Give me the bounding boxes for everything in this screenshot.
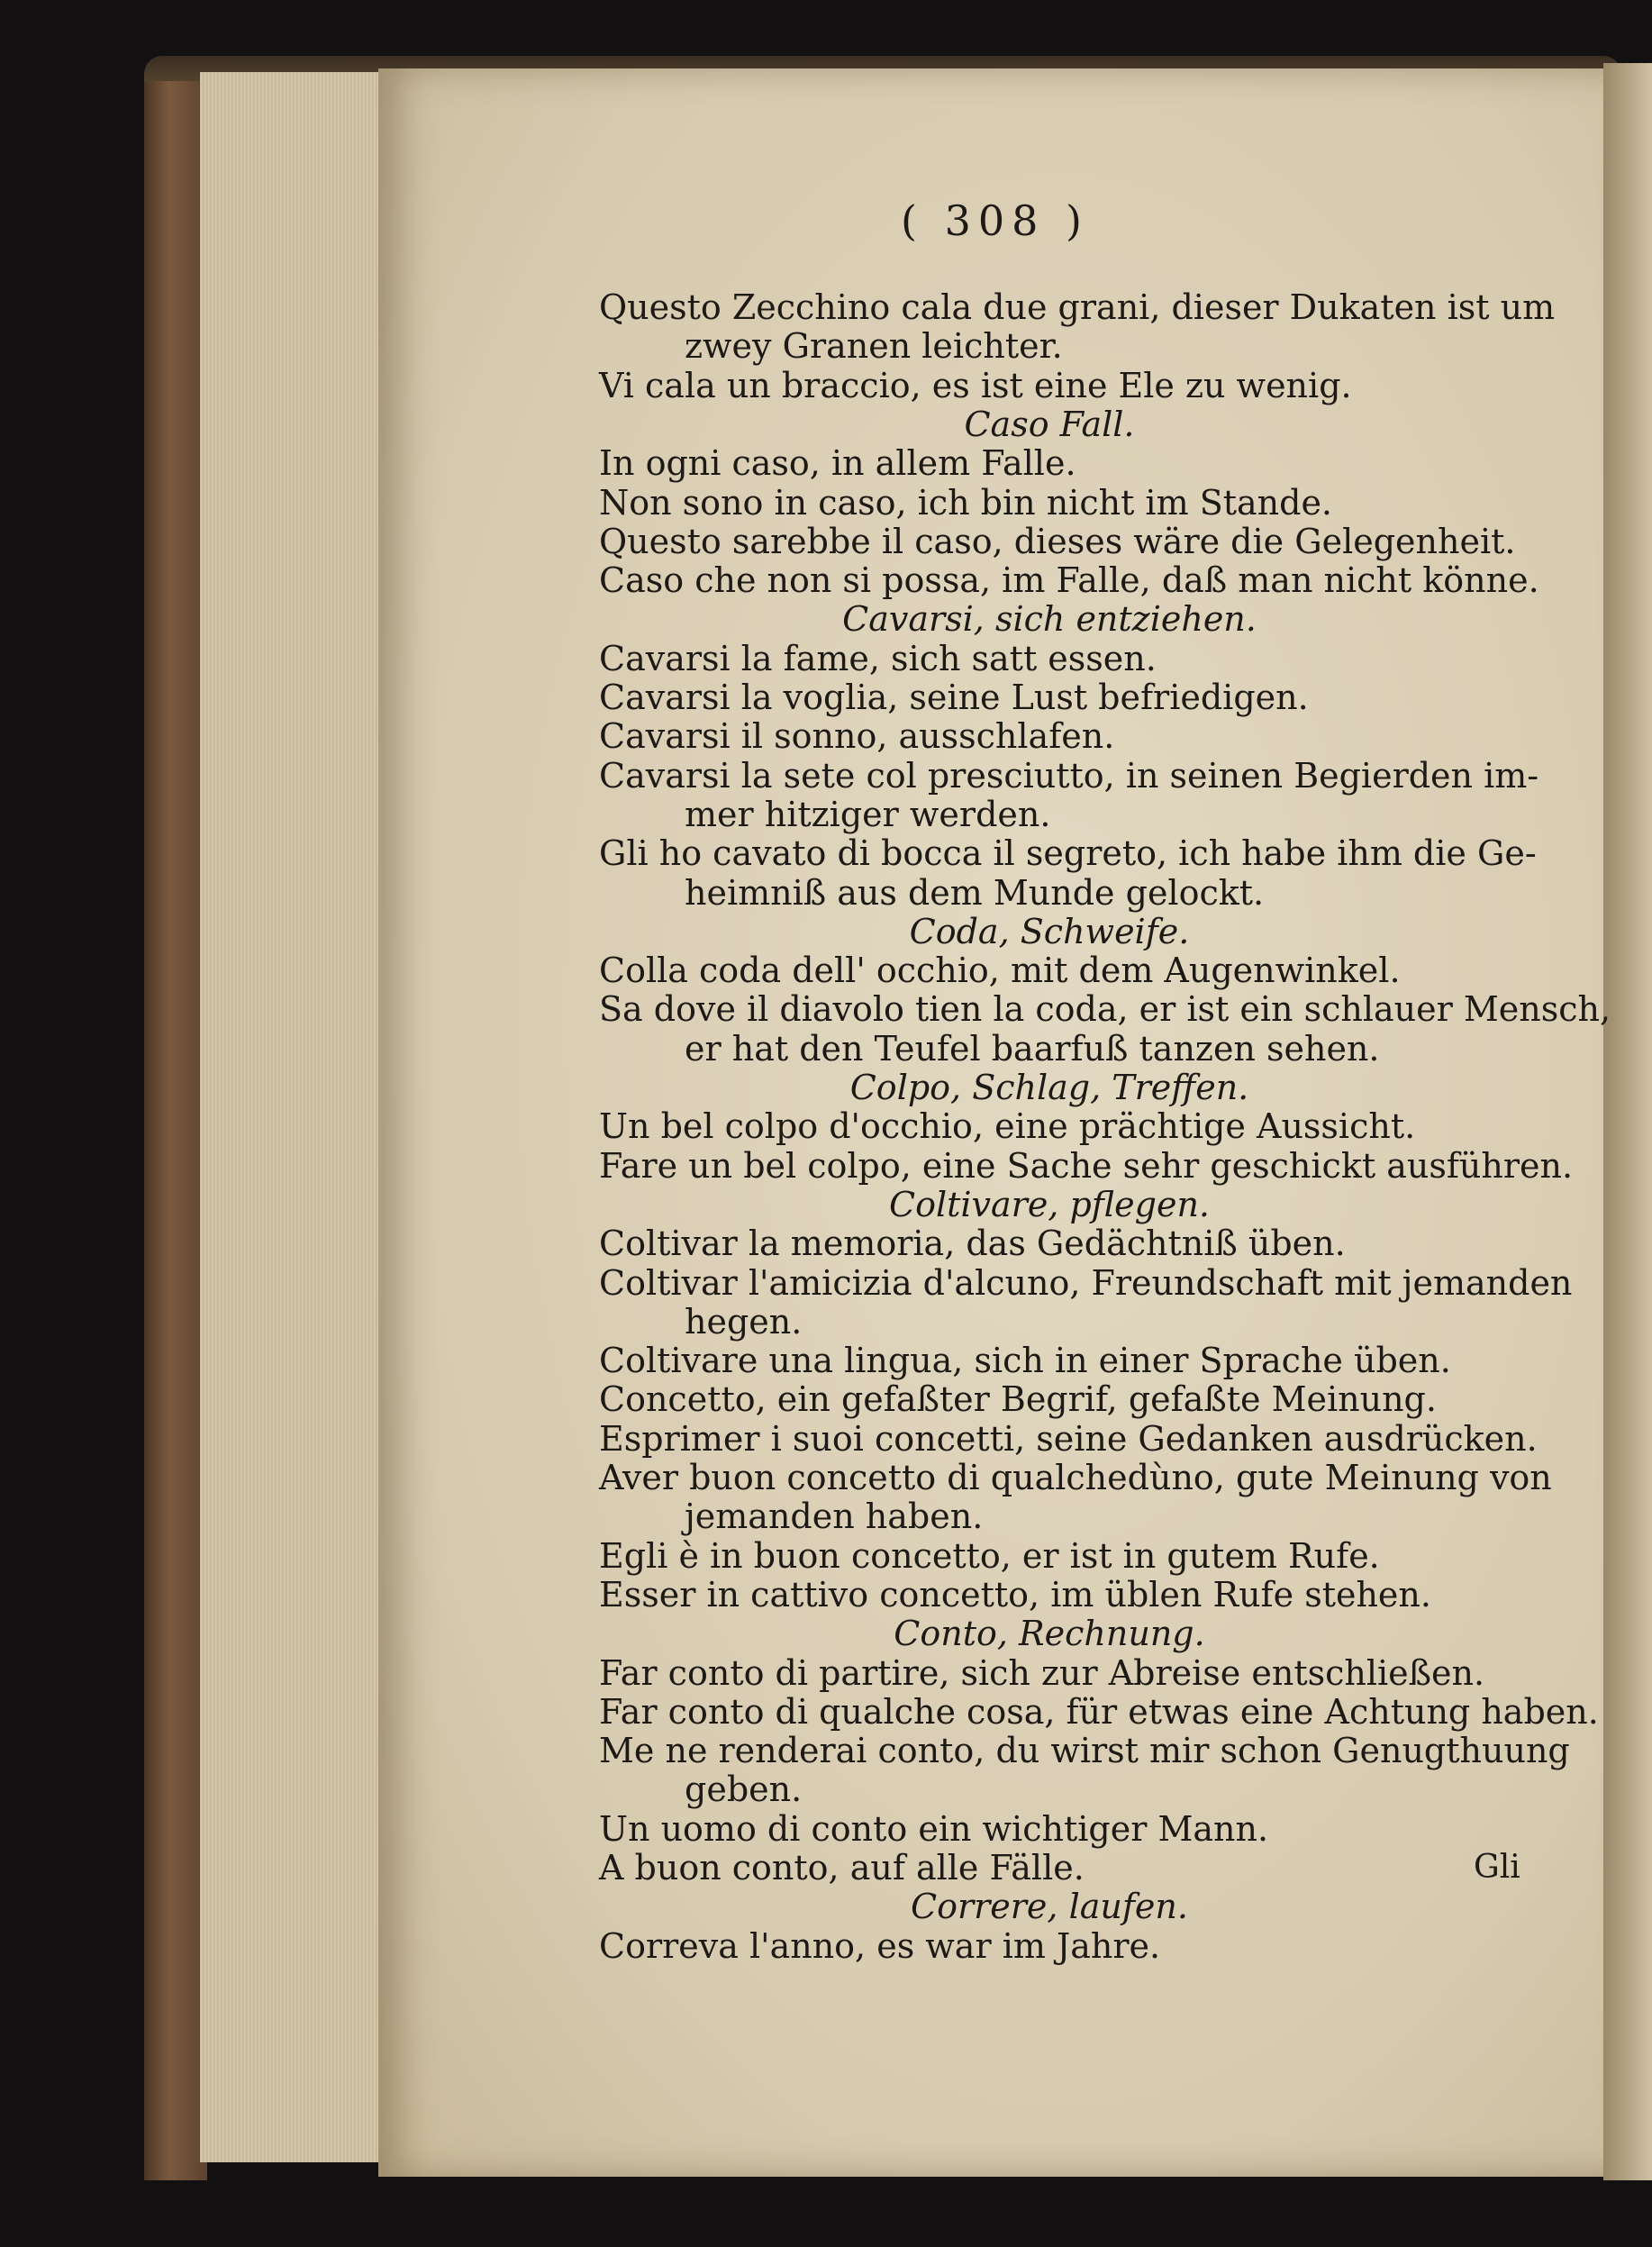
entry-line: Cavarsi la voglia, seine Lust befriedigen. <box>599 678 1309 717</box>
entry-line: Egli è in buon concetto, er ist in gutem Rufe. <box>599 1535 1380 1576</box>
entry-line: Colla coda dell' occhio, mit dem Augenwinkel. <box>599 951 1401 991</box>
entry-line: Un uomo di conto ein wichtiger Mann. <box>599 1808 1269 1849</box>
entry-line: Questo Zecchino cala due grani, dieser Dukaten ist um <box>599 287 1556 327</box>
headword-line: Coda, Schweife. <box>909 911 1190 951</box>
entry-line: Sa dove il diavolo tien la coda, er ist ein schlauer Mensch, <box>599 989 1611 1030</box>
entry-line: Cavarsi la fame, sich satt essen. <box>599 638 1157 678</box>
entry-line: Coltivare una lingua, sich in einer Sprache üben. <box>599 1341 1451 1381</box>
continuation-line: heimniß aus dem Munde gelockt. <box>685 872 1265 913</box>
continuation-line: mer hitziger werden. <box>685 794 1051 834</box>
entry-line: Me ne renderai conto, du wirst mir schon Genugthuung <box>599 1731 1570 1771</box>
continuation-line: geben. <box>685 1769 803 1810</box>
entry-line: Fare un bel colpo, eine Sache sehr geschickt ausführen. <box>599 1145 1574 1186</box>
entry-line: Aver buon concetto di qualchedùno, gute Meinung von <box>599 1458 1552 1497</box>
entry-line: In ogni caso, in allem Falle. <box>599 443 1076 484</box>
headword-line: Caso Fall. <box>964 404 1135 444</box>
entry-line: Concetto, ein gefaßter Begrif, gefaßte Meinung. <box>599 1379 1437 1420</box>
entry-line: Gli ho cavato di bocca il segreto, ich habe ihm die Ge- <box>599 833 1537 874</box>
continuation-line: er hat den Teufel baarfuß tanzen sehen. <box>685 1028 1380 1069</box>
entry-line: Vi cala un braccio, es ist eine Ele zu wenig. <box>599 365 1352 405</box>
book-spine <box>144 81 207 2180</box>
entry-line: Far conto di partire, sich zur Abreise entschließen. <box>599 1652 1485 1693</box>
entry-line: Questo sarebbe il caso, dieses wäre die Gelegenheit. <box>599 521 1516 561</box>
entry-line: A buon conto, auf alle Fälle. <box>599 1848 1085 1888</box>
entry-line: Coltivar l'amicizia d'alcuno, Freundschaft mit jemanden <box>599 1262 1573 1303</box>
continuation-line: hegen. <box>685 1301 803 1342</box>
headword-line: Coltivare, pflegen. <box>889 1184 1210 1224</box>
entry-line: Cavarsi il sonno, ausschlafen. <box>599 716 1115 757</box>
continuation-line: zwey Granen leichter. <box>685 326 1063 367</box>
entry-line: Esprimer i suoi concetti, seine Gedanken ausdrücken. <box>599 1418 1538 1459</box>
page-stack <box>200 72 382 2162</box>
catchword: Gli <box>1474 1849 1520 1886</box>
headword-line: Cavarsi, sich entziehen. <box>842 599 1257 640</box>
entry-line: Un bel colpo d'occhio, eine prächtige Aussicht. <box>599 1106 1416 1147</box>
page-number: ( 308 ) <box>901 196 1089 245</box>
entry-line: Esser in cattivo concetto, im üblen Rufe stehen. <box>599 1574 1431 1615</box>
headword-line: Correre, laufen. <box>911 1887 1188 1927</box>
entry-line: Correva l'anno, es war im Jahre. <box>599 1925 1161 1966</box>
entry-line: Non sono in caso, ich bin nicht im Stande. <box>599 482 1333 523</box>
entry-line: Caso che non si possa, im Falle, daß man nicht könne. <box>599 560 1539 601</box>
entry-line: Cavarsi la sete col presciutto, in seinen Begierden im- <box>599 755 1539 796</box>
continuation-line: jemanden haben. <box>685 1496 984 1537</box>
headword-line: Colpo, Schlag, Treffen. <box>849 1068 1249 1107</box>
headword-line: Conto, Rechnung. <box>894 1614 1205 1654</box>
entry-line: Coltivar la memoria, das Gedächtniß üben. <box>599 1224 1346 1264</box>
entry-line: Far conto di qualche cosa, für etwas eine Achtung haben. <box>599 1691 1599 1732</box>
facing-page-edge <box>1603 63 1652 2180</box>
